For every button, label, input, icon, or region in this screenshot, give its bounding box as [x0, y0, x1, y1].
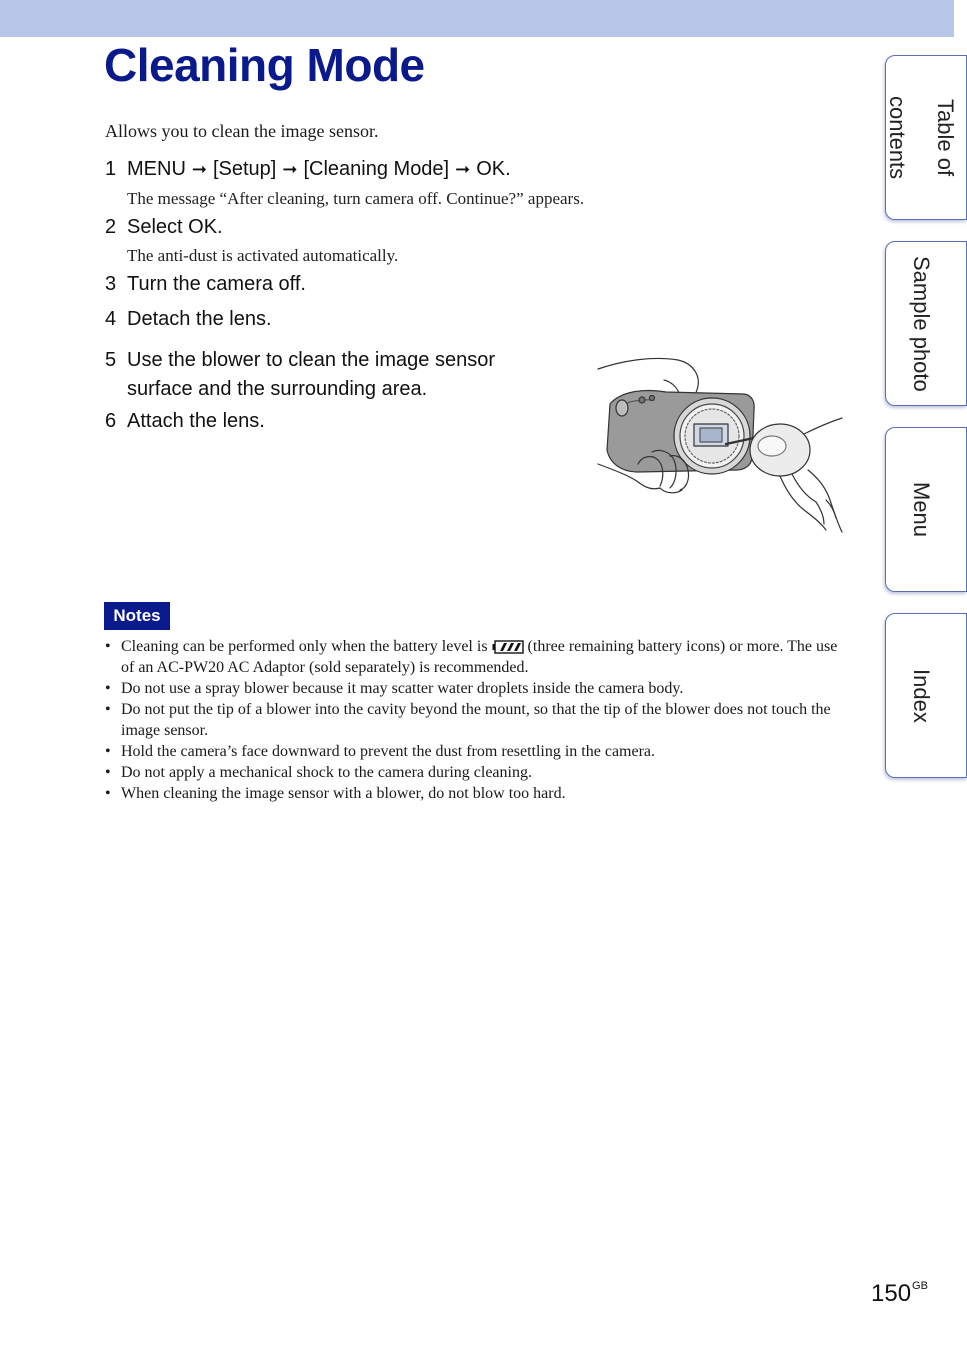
tab-label-line-2: contents — [885, 95, 910, 180]
step-text — [127, 158, 511, 181]
step-text: Turn the camera off. — [127, 273, 306, 295]
tab-sample-photo[interactable] — [885, 241, 967, 406]
ok-label: OK. — [476, 158, 511, 180]
step-1-note: The message “After cleaning, turn camera off. Continue?” appears. — [127, 189, 585, 208]
step-number: 2 — [105, 216, 117, 238]
tab-label — [885, 96, 957, 179]
tab-label: Sample photo — [909, 255, 934, 392]
tab-index[interactable] — [885, 613, 967, 778]
step-number: 1 — [105, 158, 117, 180]
step-text: Select OK. — [127, 216, 223, 238]
setup-label: [Setup] — [212, 158, 277, 180]
step-6 — [105, 410, 265, 433]
step-number: 3 — [105, 273, 117, 295]
note-text: Cleaning can be performed only when the battery level is — [121, 638, 488, 655]
note-item: • Do not use a spray blower because it may scatter water droplets inside the camera body. — [105, 678, 850, 699]
arrow-right-icon: ➞ — [455, 159, 471, 179]
cleaning-mode-label: [Cleaning Mode] — [303, 158, 450, 180]
step-text: Attach the lens. — [127, 410, 265, 432]
step-4 — [105, 308, 272, 331]
arrow-right-icon: ➞ — [282, 159, 298, 179]
step-number: 4 — [105, 308, 117, 330]
note-item: • Hold the camera’s face downward to prevent the dust from resettling in the camera. — [105, 741, 850, 762]
battery-three-bars-icon — [492, 640, 524, 654]
page-number-value: 150 — [871, 1280, 912, 1307]
step-2 — [105, 216, 223, 239]
tab-table-of-contents[interactable] — [885, 55, 967, 220]
note-item: • Do not apply a mechanical shock to the camera during cleaning. — [105, 762, 850, 783]
note-text: (three remaining battery icons) or more. The use of an AC-PW20 AC Adaptor (sold separately) is recommended. — [121, 638, 838, 676]
notes-list — [105, 636, 850, 804]
step-5-line-1: Use the blower to clean the image sensor — [127, 349, 495, 371]
page-number-suffix: GB — [912, 1280, 928, 1292]
step-number: 6 — [105, 410, 117, 432]
note-item: • Do not put the tip of a blower into the cavity beyond the mount, so that the tip of the blower does not touch the image sensor. — [105, 699, 850, 741]
step-1 — [105, 158, 511, 181]
step-text: Detach the lens. — [127, 308, 272, 330]
arrow-right-icon: ➞ — [191, 159, 207, 179]
step-3 — [105, 273, 306, 296]
step-text — [127, 346, 495, 404]
page-title: Cleaning Mode — [104, 39, 425, 91]
step-2-note: The anti-dust is activated automatically. — [127, 246, 399, 265]
step-5 — [105, 346, 495, 404]
note-item — [105, 636, 850, 678]
tab-label-line-1: Table of — [933, 98, 958, 177]
tab-label: Index — [909, 668, 934, 723]
page-number — [871, 1280, 928, 1308]
notes-label: Notes — [104, 602, 170, 630]
step-number: 5 — [105, 349, 117, 371]
header-band — [0, 0, 954, 37]
intro-text: Allows you to clean the image sensor. — [105, 121, 379, 141]
tab-menu[interactable] — [885, 427, 967, 592]
camera-cleaning-illustration — [594, 352, 844, 537]
tab-label: Menu — [909, 481, 934, 538]
note-item: • When cleaning the image sensor with a blower, do not blow too hard. — [105, 783, 850, 804]
menu-label: MENU — [127, 158, 186, 180]
step-5-line-2: surface and the surrounding area. — [127, 378, 428, 400]
